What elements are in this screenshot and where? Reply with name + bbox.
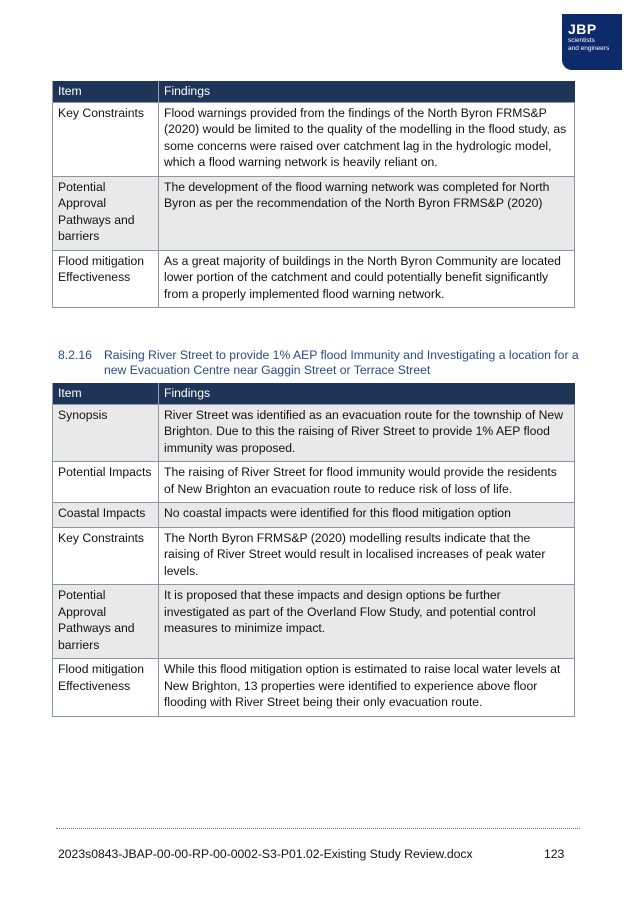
- logo-tagline-2: and engineers: [568, 45, 610, 52]
- company-logo: [562, 14, 622, 70]
- footer-document-name: 2023s0843-JBAP-00-00-RP-00-0002-S3-P01.02-Existing Study Review.docx: [58, 847, 473, 861]
- table-row: [53, 462, 575, 503]
- row-findings: Flood warnings provided from the findings of the North Byron FRMS&P (2020) would be limited to the quality of the modelling in the flood study, as some concerns were raised over catchment lag in the hydrologic model, which a flood warning network is heavily reliant on.: [159, 102, 575, 176]
- row-item: Flood mitigation Effectiveness: [53, 250, 159, 308]
- table-row: [53, 404, 575, 462]
- table-row: [53, 585, 575, 659]
- footer-page-number: 123: [544, 847, 565, 861]
- row-findings: The North Byron FRMS&P (2020) modelling results indicate that the raising of River Street would result in localised increases of peak water levels.: [159, 527, 575, 585]
- row-item: Potential Approval Pathways and barriers: [53, 585, 159, 659]
- row-findings: The development of the flood warning network was completed for North Byron as per the recommendation of the North Byron FRMS&P (2020): [159, 176, 575, 250]
- row-item: Potential Impacts: [53, 462, 159, 503]
- row-findings: While this flood mitigation option is estimated to raise local water levels at New Brighton, 13 properties were identified to experience above floor flooding with River Street being their only evacuation route.: [159, 659, 575, 717]
- table-row: [53, 250, 575, 308]
- section-title: Raising River Street to provide 1% AEP flood Immunity and Investigating a location for a new Evacuation Centre near Gaggin Street or Terrace Street: [104, 348, 579, 377]
- logo-tagline-1: scientists: [568, 37, 595, 44]
- table-row: [53, 503, 575, 528]
- row-item: Synopsis: [53, 404, 159, 462]
- footer-divider: [56, 828, 580, 829]
- table-row: [53, 102, 575, 176]
- table-header-row: [53, 383, 575, 404]
- header-findings: Findings: [159, 81, 575, 102]
- row-item: Potential Approval Pathways and barriers: [53, 176, 159, 250]
- section-heading: [58, 348, 588, 378]
- row-item: Key Constraints: [53, 102, 159, 176]
- row-item: Key Constraints: [53, 527, 159, 585]
- row-findings: No coastal impacts were identified for this flood mitigation option: [159, 503, 575, 528]
- table-row: [53, 659, 575, 717]
- row-findings: The raising of River Street for flood immunity would provide the residents of New Brighton an evacuation route to reduce risk of loss of life.: [159, 462, 575, 503]
- table-header-row: [53, 81, 575, 102]
- header-item: Item: [53, 383, 159, 404]
- table-row: [53, 176, 575, 250]
- logo-brand: JBP: [568, 21, 597, 37]
- row-findings: It is proposed that these impacts and design options be further investigated as part of the Overland Flow Study, and potential control measures to minimize impact.: [159, 585, 575, 659]
- river-street-findings-table: [52, 383, 575, 717]
- row-item: Flood mitigation Effectiveness: [53, 659, 159, 717]
- row-findings: River Street was identified as an evacuation route for the township of New Brighton. Due to this the raising of River Street to provide 1% AEP flood immunity was proposed.: [159, 404, 575, 462]
- row-findings: As a great majority of buildings in the North Byron Community are located lower portion of the catchment and could potentially benefit significantly from a properly implemented flood warning network.: [159, 250, 575, 308]
- header-item: Item: [53, 81, 159, 102]
- flood-warning-findings-table: [52, 81, 575, 308]
- section-number: 8.2.16: [58, 348, 92, 362]
- row-item: Coastal Impacts: [53, 503, 159, 528]
- header-findings: Findings: [159, 383, 575, 404]
- table-row: [53, 527, 575, 585]
